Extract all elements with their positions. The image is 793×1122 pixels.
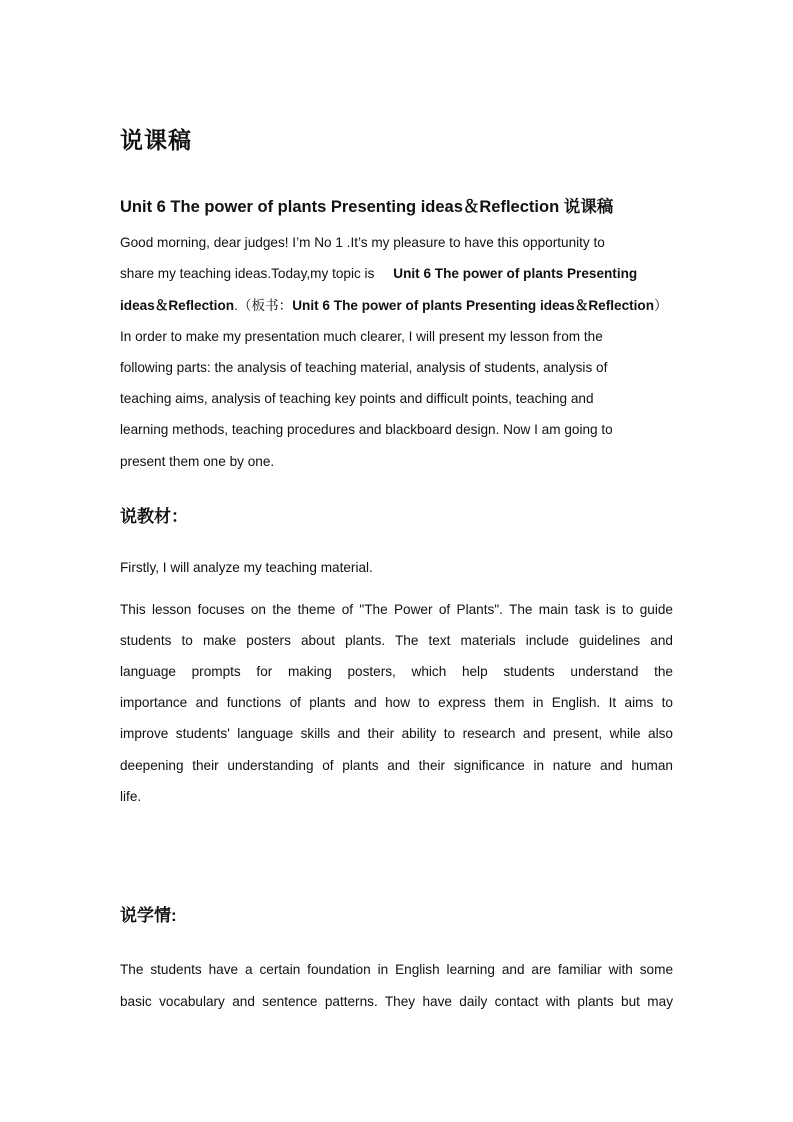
material-p2-line-7: life. [120,789,142,804]
material-p2-line-4: importance and functions of plants and how to express them in English. It aims to [120,695,673,710]
page-title: 说课稿 [120,127,192,153]
material-p2-line-5: improve students' language skills and their ability to research and present, while also [120,726,673,741]
intro-line-7: learning methods, teaching procedures and blackboard design. Now I am going to [120,422,613,437]
material-p2-line-3: language prompts for making posters, which help students understand the [120,664,673,679]
students-p1-line-2: basic vocabulary and sentence patterns. They have daily contact with plants but may [120,994,673,1009]
section-heading-material: 说教材： [120,507,188,526]
lesson-subtitle: Unit 6 The power of plants Presenting ideas＆Reflection 说课稿 [120,198,614,216]
material-p2-line-2: students to make posters about plants. The text materials include guidelines and [120,633,673,648]
section-heading-students: 说学情: [120,906,177,925]
intro-line-8: present them one by one. [120,454,275,469]
intro-board-note: .（板书： [234,298,293,313]
intro-topic-bold: Unit 6 The power of plants Presenting [393,266,638,281]
intro-line-5: following parts: the analysis of teaching material, analysis of students, analysis of [120,360,608,375]
material-p2-line-6: deepening their understanding of plants and their significance in nature and human [120,758,673,773]
intro-line-2 [120,264,637,284]
intro-line-4: In order to make my presentation much clearer, I will present my lesson from the [120,329,603,344]
material-p2-line-1: This lesson focuses on the theme of "The Power of Plants". The main task is to guide [120,602,673,617]
intro-line-1: Good morning, dear judges! I’m No 1 .It’s my pleasure to have this opportunity to [120,235,605,250]
intro-board-close: ） [654,298,668,313]
intro-line-6: teaching aims, analysis of teaching key points and difficult points, teaching and [120,391,594,406]
intro-line-3 [120,296,668,316]
intro-line-2-text: share my teaching ideas.Today,my topic is [120,266,375,281]
students-p1-line-1: The students have a certain foundation in English learning and are familiar with some [120,962,673,977]
intro-board-title: Unit 6 The power of plants Presenting ideas＆Reflection [292,298,655,313]
intro-topic-bold-cont: ideas＆Reflection [120,298,235,313]
material-p1: Firstly, I will analyze my teaching material. [120,560,373,575]
